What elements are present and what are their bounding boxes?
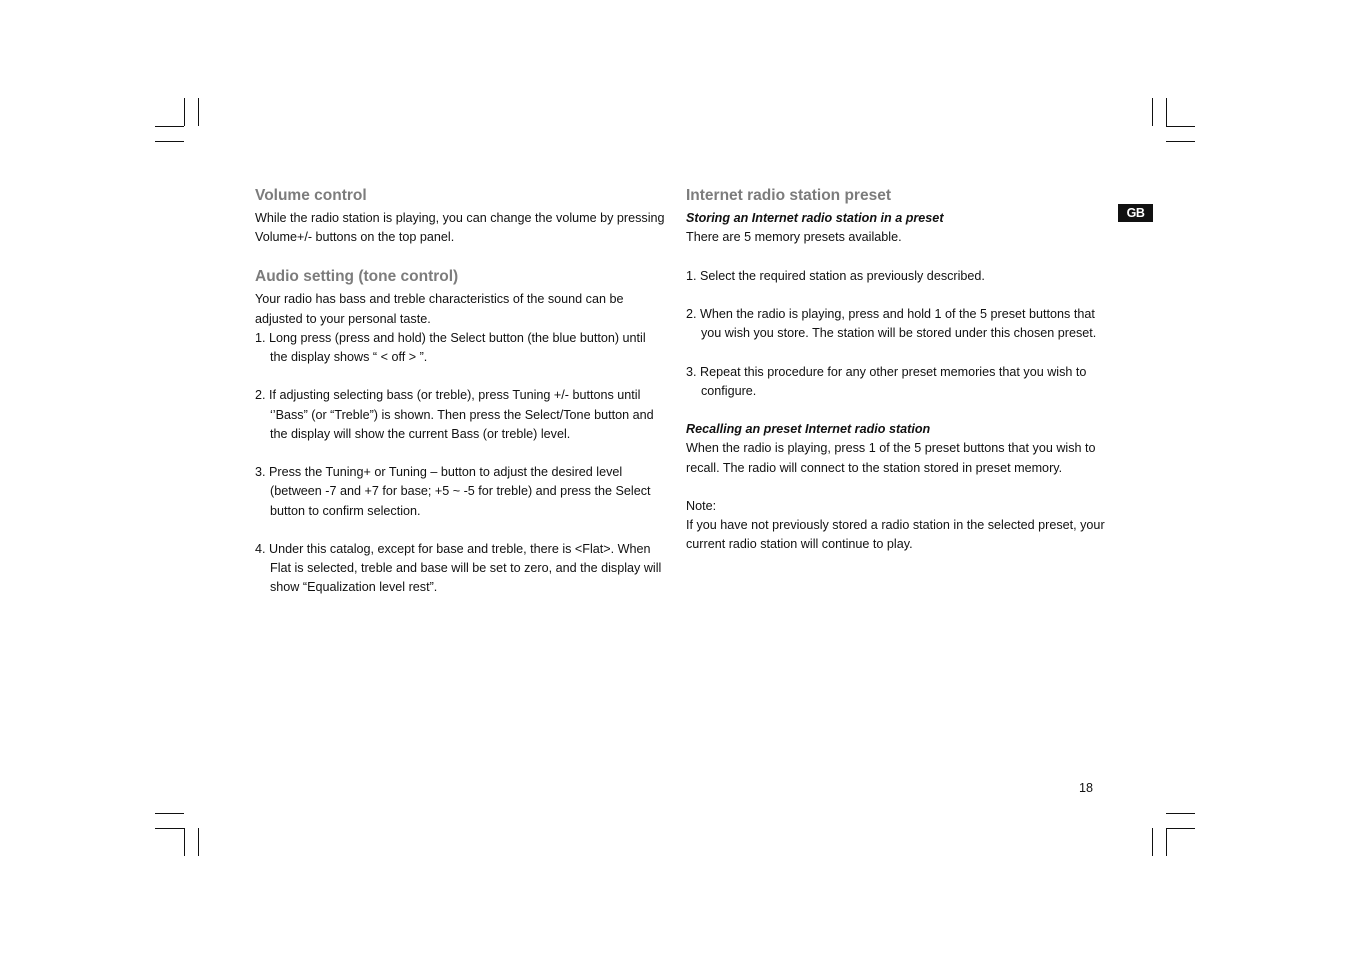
crop-mark — [198, 98, 199, 126]
crop-mark — [198, 828, 199, 856]
audio-setting-section — [255, 267, 665, 597]
storing-step-3: 3. Repeat this procedure for any other preset memories that you wish to configure. — [686, 364, 1087, 398]
audio-setting-intro: Your radio has bass and treble characteristics of the sound can be adjusted to your personal taste. — [255, 292, 624, 326]
crop-mark — [184, 98, 185, 126]
audio-step-4: 4. Under this catalog, except for base and treble, there is <Flat>. When Flat is selected, treble and base will be set to zero, and the display will show “Equalization level rest”. — [255, 542, 662, 595]
audio-step-3: 3. Press the Tuning+ or Tuning – button to adjust the desired level (between -7 and +7 for base; +5 ~ -5 for treble) and press the Select button to confirm selection. — [255, 465, 651, 518]
audio-setting-heading: Audio setting (tone control) — [255, 268, 459, 286]
preset-section — [686, 186, 1106, 555]
storing-step-2: 2. When the radio is playing, press and hold 1 of the 5 preset buttons that you wish you store. The station will be stored under this chosen preset. — [686, 306, 1097, 341]
audio-step-2: 2. If adjusting selecting bass (or treble), press Tuning +/- buttons until ‘’Bass” (or “Treble”) is shown. Then press the Select/Tone button and the display will show the current Bass (or treble) level. — [255, 388, 654, 441]
crop-mark — [1166, 98, 1167, 126]
storing-intro: There are 5 memory presets available. — [686, 230, 902, 245]
note-label: Note: — [686, 498, 717, 513]
crop-mark — [1152, 828, 1153, 856]
preset-heading: Internet radio station preset — [686, 187, 891, 204]
crop-mark — [1166, 126, 1195, 127]
language-badge: GB — [1118, 204, 1153, 222]
crop-mark — [184, 828, 185, 856]
crop-mark — [1166, 141, 1195, 142]
crop-mark — [155, 813, 184, 814]
right-column — [686, 186, 1106, 555]
page-number: 18 — [1079, 781, 1094, 795]
crop-mark — [155, 828, 184, 829]
volume-control-body: While the radio station is playing, you can change the volume by pressing Volume+/- buttons on the top panel. — [255, 211, 665, 245]
recalling-subheading: Recalling an preset Internet radio station — [686, 422, 931, 437]
crop-mark — [1166, 813, 1195, 814]
audio-step-1: 1. Long press (press and hold) the Select button (the blue button) until the display shows “ < off > ”. — [255, 330, 646, 365]
left-column — [255, 186, 665, 598]
crop-mark — [1152, 98, 1153, 126]
storing-step-1: 1. Select the required station as previously described. — [686, 268, 985, 283]
crop-mark — [155, 141, 184, 142]
storing-subheading: Storing an Internet radio station in a preset — [686, 211, 944, 225]
crop-mark — [1166, 828, 1195, 829]
recalling-body: When the radio is playing, press 1 of the 5 preset buttons that you wish to recall. The radio will connect to the station stored in preset memory. — [686, 441, 1096, 475]
volume-control-section — [255, 186, 665, 247]
volume-control-heading: Volume control — [255, 187, 367, 204]
note-body: If you have not previously stored a radio station in the selected preset, your current radio station will continue to play. — [686, 518, 1105, 552]
crop-mark — [1166, 828, 1167, 856]
crop-mark — [155, 126, 184, 127]
